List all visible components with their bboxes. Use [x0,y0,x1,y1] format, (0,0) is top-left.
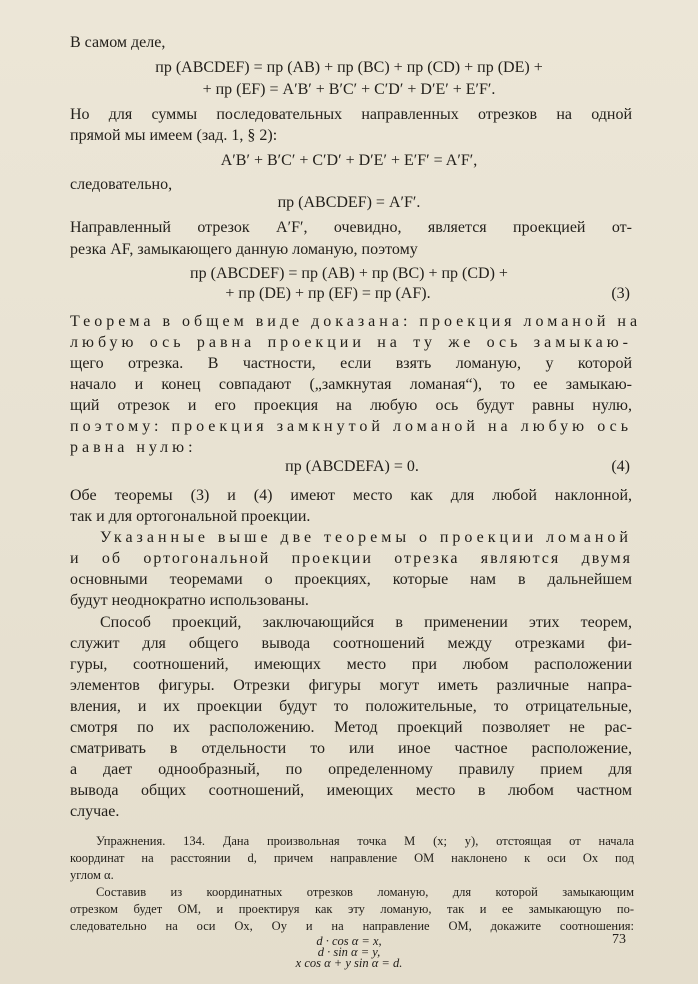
text-line: начало и конец совпадают („замкнутая ломаная“), то ее замыкаю- [70,376,632,393]
text-line: В самом деле, [70,34,166,51]
text-line: сматривать в отдельности то или иное частное расположение, [70,740,632,757]
text-line: Указанные выше две теоремы о проекции ломаной [100,529,632,546]
text-line: вления, и их проекции будут то положительные, то отрицательные, [70,698,632,715]
equation-number: (3) [611,285,630,302]
formula-line: + пр (EF) = A′B′ + B′C′ + C′D′ + D′E′ + E′F′. [202,81,496,98]
exercise-formula: d · sin α = y, [317,945,381,959]
text-line: Но для суммы последовательных направленных отрезков на одной [70,106,632,123]
equation-number: (4) [611,458,630,475]
exercise-line: углом α. [70,868,114,882]
text-line: смотря по их расположению. Метод проекций позволяет не рас- [70,719,632,736]
text-line: щего отрезка. В частности, если взять ломаную, у которой [70,355,632,372]
exercise-line: координат на расстоянии d, причем направление OM наклонено к оси Ox под [70,851,634,865]
text-line: поэтому: проекция замкнутой ломаной на любую ось [70,418,632,435]
text-line: вывода общих соотношений, имеющих место в любом частном [70,782,632,799]
text-line: прямой мы имеем (зад. 1, § 2): [70,127,278,144]
text-line: щий отрезок и его проекция на любую ось будут равны нулю, [70,397,632,414]
formula-line: пр (ABCDEF) = пр (AB) + пр (BC) + пр (CD) + пр (DE) + [155,59,543,76]
text-line: и об ортогональной проекции отрезка являются двумя [70,550,632,567]
text-line: любую ось равна проекции на ту же ось замыкаю- [70,334,632,351]
text-line: так и для ортогональной проекции. [70,508,311,525]
exercise-line: отрезком будет OM, и проектируя как эту ломаную, так и ее замыкающую по- [70,902,634,916]
exercise-line: Упражнения. 134. Дана произвольная точка M (x; y), отстоящая от начала [96,834,634,848]
formula-line: A′B′ + B′C′ + C′D′ + D′E′ + E′F′ = A′F′, [220,152,478,169]
page-number: 73 [612,932,626,947]
equation-row [70,458,634,480]
text-line: случае. [70,803,120,820]
text-line: Способ проекций, заключающийся в применении этих теорем, [100,614,632,631]
formula-line: + пр (DE) + пр (EF) = пр (AF). [225,285,431,302]
text-line: следовательно, [70,176,173,193]
text-line: основными теоремами о проекциях, которые нам в дальнейшем [70,571,632,588]
formula-line: пр (ABCDEF) = пр (AB) + пр (BC) + пр (CD) + [190,265,508,282]
text-line: Обе теоремы (3) и (4) имеют место как для любой наклонной, [70,487,632,504]
text-line: элементов фигуры. Отрезки фигуры могут иметь различные напра- [70,677,632,694]
text-line: резка AF, замыкающего данную ломаную, поэтому [70,241,418,258]
equation-row [70,285,634,307]
text-line: гуры, соотношений, имеющих место при любом расположении [70,656,632,673]
exercise-formula: x cos α + y sin α = d. [295,956,403,970]
exercise-line: следовательно на оси Ox, Oy и на направление OM, докажите соотношения: [70,919,634,933]
text-line: будут неоднократно использованы. [70,592,309,609]
formula-line: пр (ABCDEF) = A′F′. [277,194,421,211]
exercise-formula: d · cos α = x, [316,934,382,948]
formula-line: пр (ABCDEFA) = 0. [285,458,419,475]
text-line: равна нулю: [70,439,197,456]
text-line: а дает однообразный, по определенному правилу прием для [70,761,632,778]
text-line: Теорема в общем виде доказана: проекция ломаной на [70,313,642,330]
exercise-line: Составив из координатных отрезков ломаную, для которой замыкающим [96,885,634,899]
text-line: Направленный отрезок A′F′, очевидно, является проекцией от- [70,219,632,236]
text-line: служит для общего вывода соотношений между отрезками фи- [70,635,632,652]
